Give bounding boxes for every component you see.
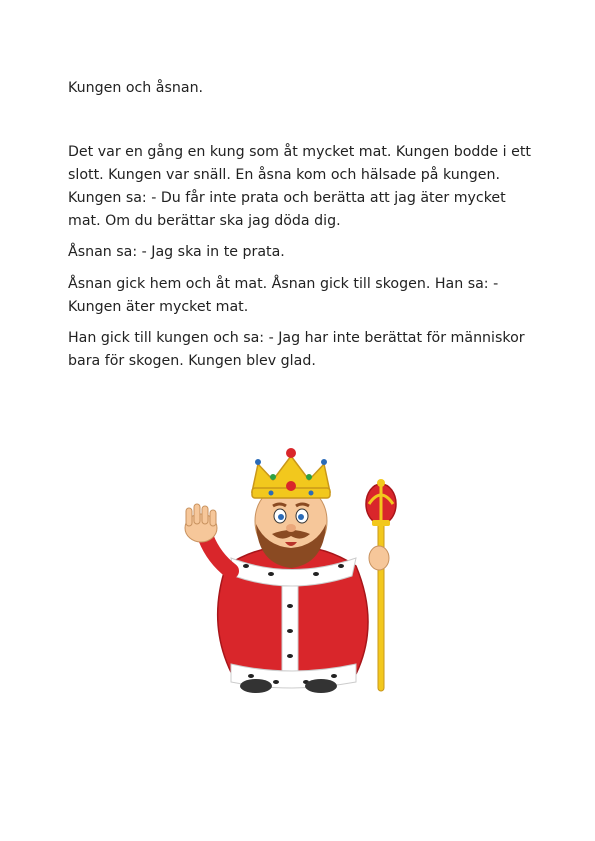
right-shoe-shape	[305, 679, 337, 693]
scepter-icon	[366, 479, 396, 691]
king-illustration	[176, 446, 406, 696]
story-paragraph-1: Det var en gång en kung som åt mycket mat. Kungen bodde i ett slott. Kungen var snäll. En åsna kom och hälsade på kungen. Kungen sa: - Du får inte prata och berätta att jag äter mycket mat. Om du berättar ska jag döda dig.	[68, 144, 531, 229]
story-paragraph-2: Åsnan sa: - Jag ska in te prata.	[68, 244, 285, 260]
story-title: Kungen och åsnan.	[68, 80, 204, 96]
story-paragraph-4: Han gick till kungen och sa: - Jag har inte berättat för människor bara för skogen. Kungen blev glad.	[68, 330, 525, 369]
crown-icon	[252, 448, 330, 498]
left-shoe-shape	[240, 679, 272, 693]
right-hand-shape	[369, 546, 389, 570]
waving-hand-icon	[185, 504, 231, 571]
story-paragraph-3: Åsnan gick hem och åt mat. Åsnan gick till skogen. Han sa: - Kungen äter mycket mat.	[68, 276, 499, 315]
